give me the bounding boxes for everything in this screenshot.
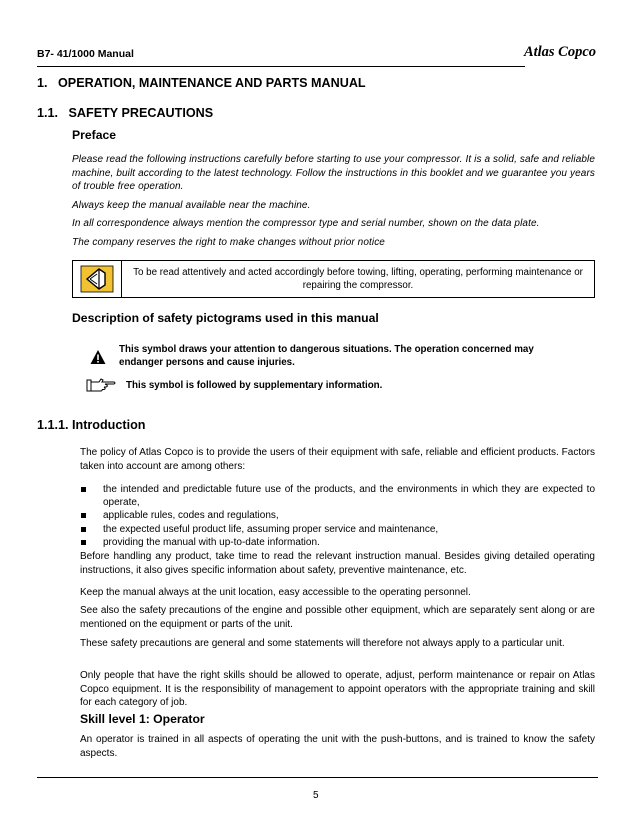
preface-paragraph-4: The company reserves the right to make changes without prior notice: [72, 237, 385, 248]
danger-pictogram-text: This symbol draws your attention to dangerous situations. The operation concerned may endanger persons and cause injuries.: [119, 344, 534, 368]
section-heading-1: 1. OPERATION, MAINTENANCE AND PARTS MANUAL: [37, 76, 366, 90]
footer-divider: [37, 777, 598, 778]
body-paragraph-4: These safety precautions are general and some statements will therefore not always apply to a particular unit.: [80, 638, 565, 649]
warning-triangle-icon: [90, 349, 106, 365]
introduction-heading: 1.1.1. Introduction: [37, 418, 146, 432]
info-pictogram-row: [86, 377, 566, 393]
page-number: 5: [313, 790, 319, 801]
list-item: providing the manual with up-to-date information.: [80, 536, 595, 549]
list-item: the expected useful product life, assuming proper service and maintenance,: [80, 523, 595, 536]
read-manual-icon: [80, 265, 114, 293]
factors-list: [80, 483, 595, 549]
atlas-copco-logo: [518, 36, 602, 66]
preface-title: Preface: [72, 128, 117, 142]
document-title: B7- 41/1000 Manual: [37, 48, 134, 60]
info-pictogram-text: This symbol is followed by supplementary information.: [126, 380, 383, 391]
danger-pictogram-row: [90, 343, 570, 369]
preface-paragraph-2: Always keep the manual available near the machine.: [72, 200, 311, 211]
list-item: the intended and predictable future use of the products, and the environments in which they are expected to operate,: [80, 483, 595, 509]
list-item: applicable rules, codes and regulations,: [80, 509, 595, 522]
body-paragraph-5: Only people that have the right skills should be allowed to operate, adjust, perform maintenance or repair on Atlas Copco equipment. It is the responsibility of management to appoint operators with the appropriate training and skill for each category of job.: [80, 670, 595, 708]
logo-text: Atlas Copco: [523, 44, 597, 60]
body-paragraph-2: Keep the manual always at the unit location, easy accessible to the operating personnel.: [80, 587, 471, 598]
body-paragraph-1: Before handling any product, take time to read the relevant instruction manual. Besides giving detailed operating instructions, it also gives specific information about safety, preventive maintenance, etc.: [80, 551, 595, 576]
preface-paragraph-3: In all correspondence always mention the compressor type and serial number, shown on the data plate.: [72, 218, 540, 229]
pointing-hand-icon: [86, 377, 118, 393]
read-manual-notice: [72, 260, 595, 298]
skill-level-1-text: An operator is trained in all aspects of operating the unit with the push-buttons, and is trained to know the safety aspects.: [80, 734, 595, 759]
skill-level-1-title: Skill level 1: Operator: [80, 712, 205, 726]
introduction-paragraph: The policy of Atlas Copco is to provide the users of their equipment with safe, reliable and efficient products. Factors taken into account are among others:: [80, 447, 595, 472]
notice-text: To be read attentively and acted accordingly before towing, lifting, operating, performing maintenance or repairing the compressor.: [133, 267, 583, 291]
pictograms-title: Description of safety pictograms used in this manual: [72, 311, 379, 325]
header-divider: [37, 66, 525, 67]
section-heading-1-1: 1.1. SAFETY PRECAUTIONS: [37, 106, 214, 120]
preface-paragraph-1: Please read the following instructions carefully before starting to use your compressor. It is a solid, safe and reliable machine, built according to the latest technology. Follow the instructions in this booklet and we guarantee you years of trouble free operation.: [72, 154, 595, 192]
body-paragraph-3: See also the safety precautions of the engine and possible other equipment, which are separately sent along or are mentioned on the equipment or parts of the unit.: [80, 605, 595, 630]
